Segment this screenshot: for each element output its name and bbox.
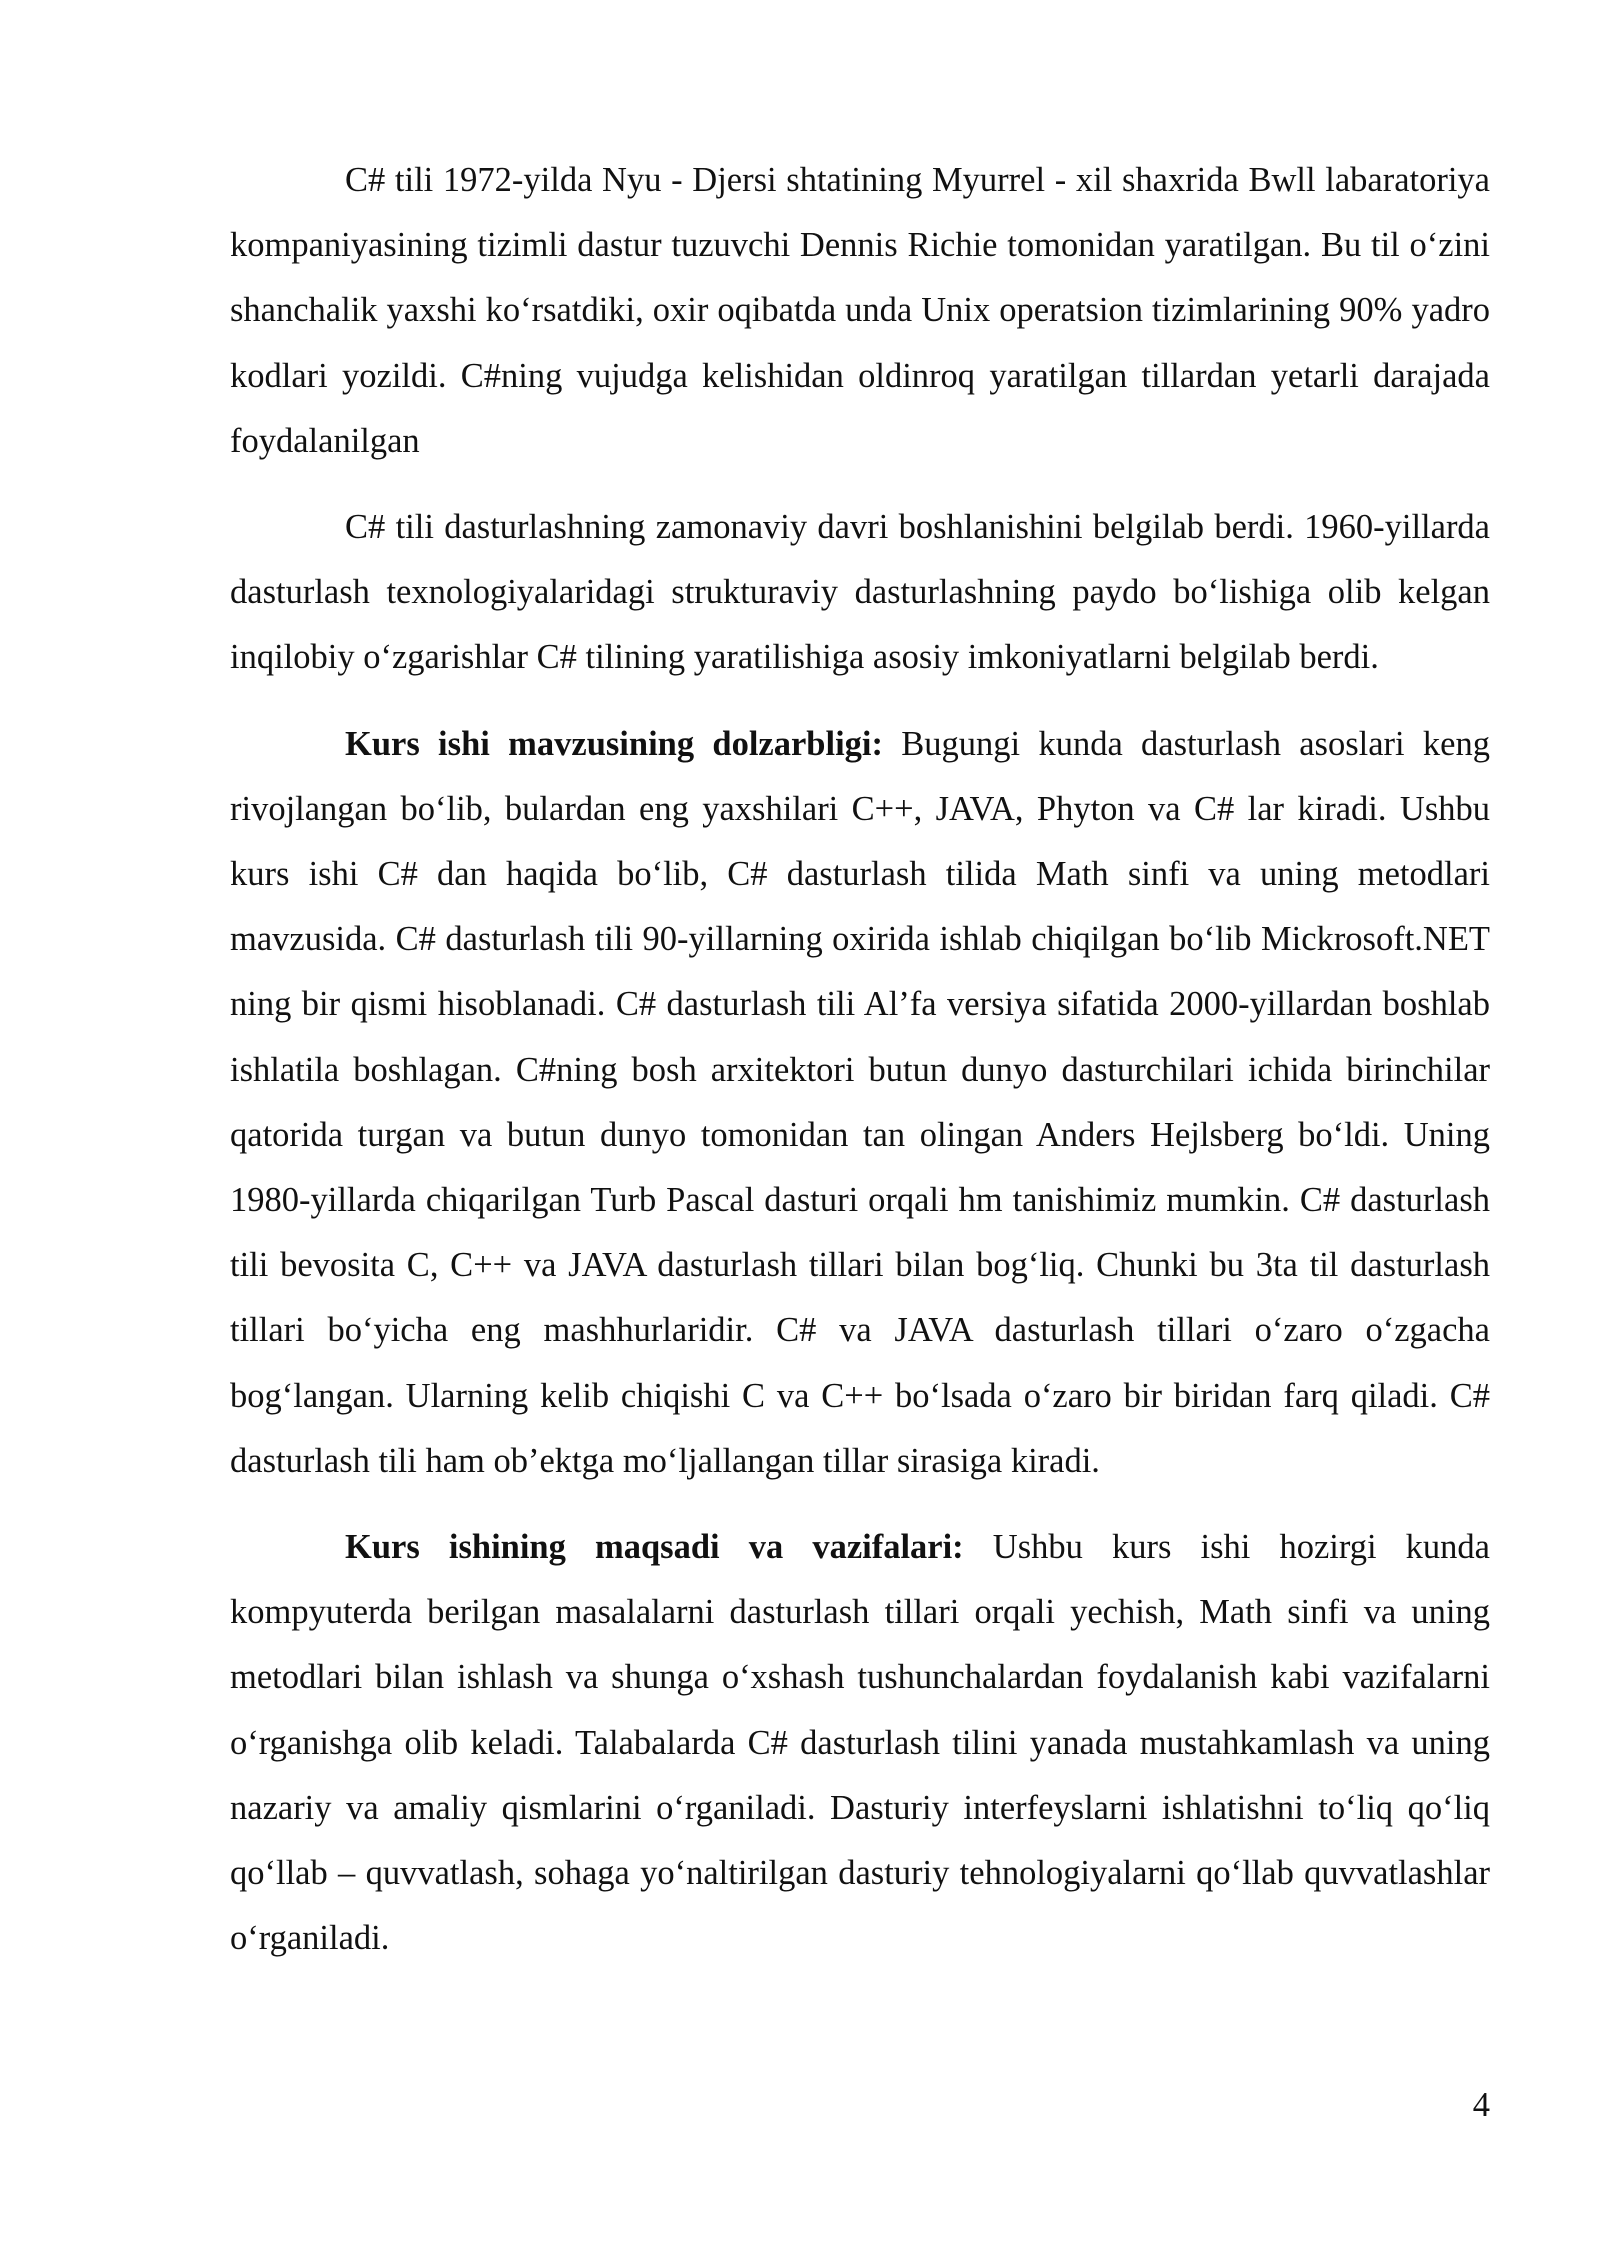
paragraph-text: Ushbu kurs ishi hozirgi kunda kompyuterda berilgan masalalarni dasturlash tillari orqali yechish, Math sinfi va uning metodlari bilan ishlash va shunga o‘xshash tushunchalardan foydalanish kabi vazifalarni o‘rganishga olib keladi. Talabalarda C# dasturlash tilini yanada mustahkamlash va uning nazariy va amaliy qismlarini o‘rganiladi. Dasturiy interfeyslarni ishlatishni to‘liq qo‘liq qo‘llab – quvvatlash, sohaga yo‘naltirilgan dasturiy tehnologiyalarni qo‘llab quvvatlashlar o‘rganiladi. <box>230 1528 1490 1958</box>
page-number: 4 <box>1472 2086 1490 2124</box>
paragraph-text: Bugungi kunda dasturlash asoslari keng rivojlangan bo‘lib, bulardan eng yaxshilari C++, JAVA, Phyton va C# lar kiradi. Ushbu kurs ishi C# dan haqida bo‘lib, C# dasturlash tilida Math sinfi va uning metodlari mavzusida. C# dasturlash tili 90-yillarning oxirida ishlab chiqilgan bo‘lib Mickrosoft.NET ning bir qismi hisoblanadi. C# dasturlash tili Al’fa versiya sifatida 2000-yillardan boshlab ishlatila boshlagan. C#ning bosh arxitektori butun dunyo dasturchilari ichida birinchilar qatorida turgan va butun dunyo tomonidan tan olingan Anders Hejlsberg bo‘ldi. Uning 1980-yillarda chiqarilgan Turb Pascal dasturi orqali hm tanishimiz mumkin. C# dasturlash tili bevosita C, C++ va JAVA dasturlash tillari bilan bog‘liq. Chunki bu 3ta til dasturlash tillari bo‘yicha eng mashhurlaridir. C# va JAVA dasturlash tillari o‘zaro o‘zgacha bog‘langan. Ularning kelib chiqishi C va C++ bo‘lsada o‘zaro bir biridan farq qiladi. C# dasturlash tili ham ob’ektga mo‘ljallangan tillar sirasiga kiradi. <box>230 724 1490 1480</box>
paragraph-heading: Kurs ishining maqsadi va vazifalari: <box>345 1528 964 1567</box>
paragraph-heading: Kurs ishi mavzusining dolzarbligi: <box>345 724 883 763</box>
paragraph-modern-era <box>230 495 1490 691</box>
paragraph-text: C# tili dasturlashning zamonaviy davri boshlanishini belgilab berdi. 1960-yillarda dasturlash texnologiyalaridagi strukturaviy dasturlashning paydo bo‘lishiga olib kelgan inqilobiy o‘zgarishlar C# tilining yaratilishiga asosiy imkoniyatlarni belgilab berdi. <box>230 508 1490 677</box>
paragraph-relevance <box>230 712 1490 1494</box>
paragraph-c-sharp-history <box>230 148 1490 474</box>
paragraph-text: C# tili 1972-yilda Nyu - Djersi shtatining Myurrel - xil shaxrida Bwll labaratoriya kompaniyasining tizimli dastur tuzuvchi Dennis Richie tomonidan yaratilgan. Bu til o‘zini shanchalik yaxshi ko‘rsatdiki, oxir oqibatda unda Unix operatsion tizimlarining 90% yadro kodlari yozildi. C#ning vujudga kelishidan oldinroq yaratilgan tillardan yetarli darajada foydalanilgan <box>230 161 1490 460</box>
paragraph-goals <box>230 1515 1490 1971</box>
document-body <box>230 148 1490 1971</box>
